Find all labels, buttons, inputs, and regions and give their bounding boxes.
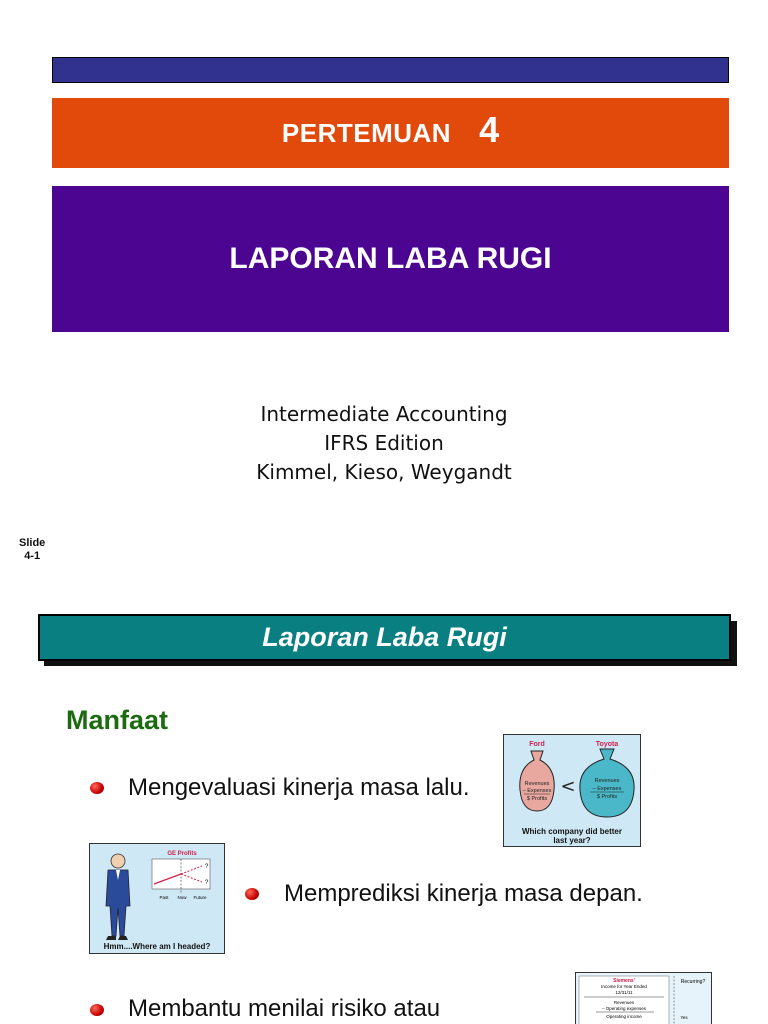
ge-profits-figure	[89, 843, 225, 954]
slide-number-value: 4-1	[24, 550, 41, 562]
axis-label-now: Now	[177, 895, 187, 900]
thinking-man-illustration	[90, 844, 225, 954]
left-company-label: Ford	[529, 741, 545, 748]
book-authors: Kimmel, Kieso, Weygandt	[256, 460, 512, 484]
bullet-text-3: Membantu menilai risiko atau	[128, 995, 441, 1022]
siemens-line-1: Revenues	[613, 1000, 635, 1005]
topic-banner	[52, 186, 729, 332]
book-edition: IFRS Edition	[324, 431, 444, 455]
book-title: Intermediate Accounting	[260, 402, 508, 426]
ge-chart-title: GE Profits	[167, 851, 197, 857]
figure2-caption: Hmm....Where am I headed?	[103, 942, 211, 951]
bullet-icon	[90, 1004, 104, 1016]
ford-toyota-figure	[503, 734, 641, 847]
siemens-header-1: Income for Year Ended	[601, 984, 647, 989]
siemens-company: Siemens'	[613, 978, 635, 984]
figure1-caption-1: Which company did better	[521, 827, 622, 836]
slide-title-bar	[38, 614, 731, 661]
meeting-banner	[52, 98, 729, 168]
man-head-icon	[111, 854, 125, 868]
comparison-symbol: <	[560, 776, 576, 797]
question-mark-lower: ?	[205, 880, 209, 886]
slide-label: Slide	[19, 537, 46, 549]
meeting-word: PERTEMUAN	[281, 117, 452, 148]
siemens-income-figure	[575, 972, 712, 1024]
slide-title: Laporan Laba Rugi	[262, 622, 507, 652]
right-company-label: Toyota	[595, 741, 619, 748]
axis-label-future: Future	[193, 895, 207, 900]
siemens-line-3: Operating income	[606, 1014, 642, 1019]
right-bag-line1: Revenues	[594, 778, 620, 784]
bullet-text-2: Memprediksi kinerja masa depan.	[284, 880, 643, 907]
meeting-number: 4	[479, 109, 500, 150]
siemens-line-2: – Operating expenses	[601, 1006, 647, 1011]
book-info	[0, 400, 768, 487]
slide-number	[19, 537, 45, 563]
bullet-icon	[245, 888, 259, 900]
left-bag-line3: $ Profits	[526, 796, 548, 802]
bullet-text-1: Mengevaluasi kinerja masa lalu.	[128, 774, 470, 801]
bullet-icon	[90, 782, 104, 794]
right-bag-line3: $ Profits	[596, 794, 618, 800]
income-table-illustration	[576, 973, 712, 1024]
left-bag-line1: Revenues	[524, 781, 550, 787]
left-bag-line2: – Expenses	[522, 788, 552, 794]
recurring-label: Recurring?	[680, 979, 706, 985]
recurring-answer: Yes	[680, 1015, 688, 1020]
siemens-header-2: 12/31/11	[615, 990, 633, 995]
topic-title: LAPORAN LABA RUGI	[229, 242, 552, 275]
axis-label-past: Past	[159, 895, 169, 900]
section-heading: Manfaat	[66, 705, 169, 735]
right-bag-line2: – Expenses	[592, 786, 622, 792]
question-mark-upper: ?	[205, 864, 209, 870]
top-decorative-bar	[52, 57, 729, 83]
figure1-caption-2: last year?	[553, 836, 591, 845]
